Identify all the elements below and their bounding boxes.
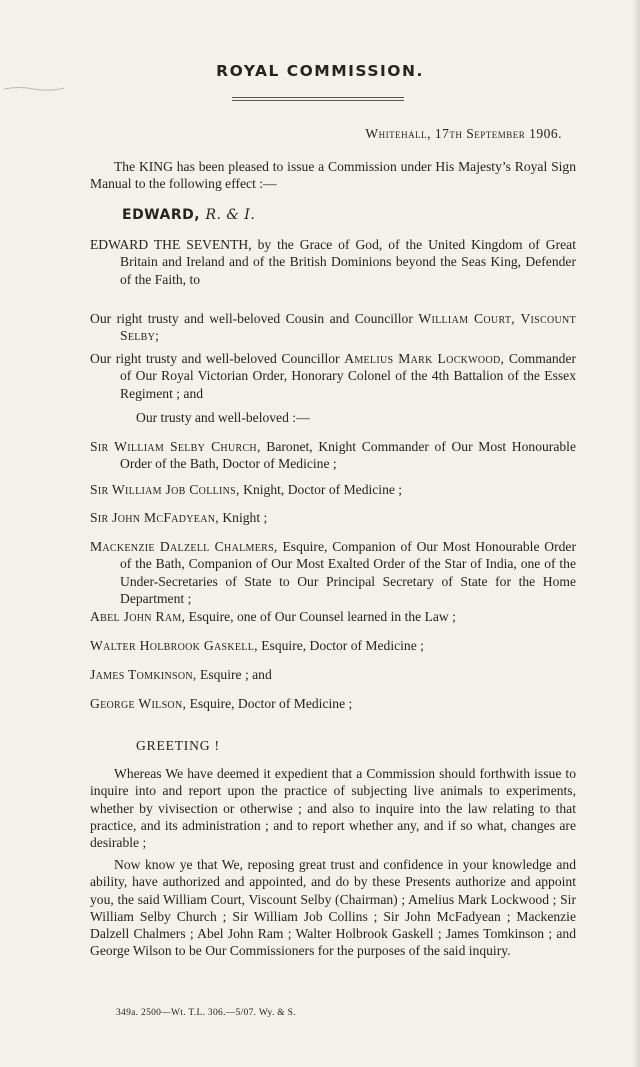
royal-signature [122, 207, 255, 223]
member-item [90, 481, 576, 498]
whereas-paragraph: Whereas We have deemed it expedient that a Commission should forthwith issue to inquire into and report upon the practice of subjecting live animals to experiments, whether by vivisection or otherwise ; and also to inquire into the law relating to that practice, and its administration ; and to report whether any, and if so what, changes are desirable ; [90, 766, 576, 851]
addressee-selby: Our right trusty and well-beloved Cousin and Councillor William Court, Viscount Selby; [90, 311, 576, 344]
member-desc: Esquire, Doctor of Medicine ; [189, 696, 353, 711]
member-item [90, 666, 576, 683]
member-item [90, 695, 576, 712]
member-desc: Esquire, Companion of Our Most Honourable Order of the Bath, Companion of Our Most Exalted Order of the Star of India, one of the Under-Secretaries of State to Our Principal Secretary of State for the Home Department ; [120, 539, 576, 606]
greeting: GREETING ! [136, 738, 220, 753]
margin-mark [4, 86, 64, 91]
page-title: ROYAL COMMISSION. [216, 62, 424, 80]
member-item [90, 509, 576, 526]
member-item [90, 608, 576, 625]
member-item [90, 637, 576, 654]
date-line: Whitehall, 17th September 1906. [365, 126, 562, 141]
trusty-line: Our trusty and well-beloved :— [136, 410, 310, 425]
member-item [90, 538, 576, 607]
title-rule-bottom [232, 100, 404, 101]
member-name: Walter Holbrook Gaskell, [90, 638, 258, 653]
member-desc: Baronet, Knight Commander of Our Most Honourable Order of the Bath, Doctor of Medicine ; [120, 439, 576, 472]
addressee-lockwood: Our right trusty and well-beloved Councillor Amelius Mark Lockwood, Commander of Our Royal Victorian Order, Honorary Colonel of the 4th Battalion of the Essex Regiment ; and [90, 351, 577, 401]
title-rule-top [232, 97, 404, 98]
member-desc: Esquire, one of Our Counsel learned in the Law ; [188, 609, 456, 624]
member-name: Sir William Selby Church, [90, 439, 261, 454]
page-edge-shadow [632, 0, 640, 1067]
addressee-name: Amelius Mark Lockwood, [344, 351, 505, 366]
appointment-paragraph: Now know ye that We, reposing great trust and confidence in your knowledge and ability, have authorized and appointed, and do by these Presents authorize and appoint you, the said William Court, Viscount Selby (Chairman) ; Amelius Mark Lockwood ; Sir William Selby Church ; Sir William Job Collins ; Sir John McFadyean ; Mackenzie Dalzell Chalmers ; Abel John Ram ; Walter Holbrook Gaskell ; James Tomkinson ; and George Wilson to be Our Commissioners for the purposes of the said inquiry. [90, 857, 576, 959]
intro-paragraph: The KING has been pleased to issue a Commission under His Majesty’s Royal Sign Manual to the following effect :— [90, 159, 576, 192]
member-name: Sir John McFadyean, [90, 510, 219, 525]
member-name: Abel John Ram, [90, 609, 186, 624]
print-footer: 349a. 2500—Wt. T.L. 306.—5/07. Wy. & S. [116, 1008, 296, 1018]
member-item [90, 438, 576, 473]
member-desc: Esquire ; and [200, 667, 272, 682]
member-name: George Wilson, [90, 696, 187, 711]
member-name: Mackenzie Dalzell Chalmers, [90, 539, 278, 554]
member-name: Sir William Job Collins, [90, 482, 240, 497]
member-desc: Knight, Doctor of Medicine ; [243, 482, 403, 497]
signature-name: EDWARD, [122, 207, 201, 223]
preamble: EDWARD THE SEVENTH, by the Grace of God, of the United Kingdom of Great Britain and Ireland and of the British Dominions beyond the Seas King, Defender of the Faith, to [90, 237, 576, 287]
member-desc: Esquire, Doctor of Medicine ; [261, 638, 424, 653]
member-desc: Knight ; [222, 510, 268, 525]
member-name: James Tomkinson, [90, 667, 197, 682]
signature-suffix: R. & I. [205, 207, 256, 223]
addressee-name: William Court, Viscount Selby [120, 311, 576, 344]
